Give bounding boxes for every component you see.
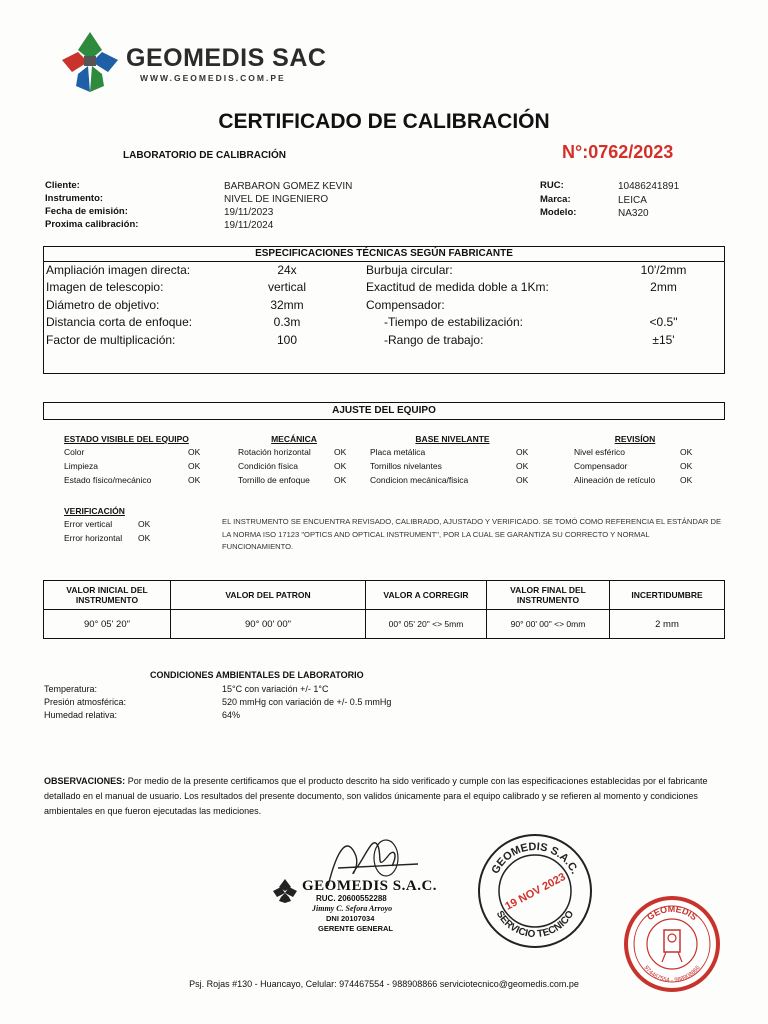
cliente-value: BARBARON GOMEZ KEVIN [224,181,353,192]
specs-header: ESPECIFICACIONES TÉCNICAS SEGÚN FABRICANTE [44,247,724,262]
revision-item-value: OK [680,461,693,471]
revision-item-value: OK [680,447,693,457]
verificacion-item-label: Error vertical [64,519,113,529]
spec-left-value: 100 [276,332,298,347]
valor-corregir-cell: 00° 05' 20" <> 5mm [366,610,487,639]
ruc-label: RUC: [540,180,564,191]
signature-ruc: RUC. 20600552288 [316,894,387,903]
col-valor-corregir-header: VALOR A CORREGIR [366,581,487,610]
mecanica-item [238,461,350,475]
spec-right-label: Burbuja circular: [366,263,453,277]
brand-name: GEOMEDIS SAC [126,44,327,72]
lab-label: LABORATORIO DE CALIBRACIÓN [123,150,286,161]
specs-left-column [46,263,366,350]
spec-right-value: 10'/2mm [640,263,687,277]
spec-left-label: Imagen de telescopio: [46,280,164,295]
stamp-bottom-text: SERVICIO TECNICO [493,908,577,941]
estado-item [64,461,204,475]
spec-right-label: -Rango de trabajo: [384,332,484,347]
revision-item-label: Nivel esférico [574,447,626,457]
red-seal-icon [624,896,720,992]
spec-left-label: Distancia corta de enfoque: [46,315,193,330]
revision-item-label: Compensador [574,461,628,471]
estado-section [64,434,204,489]
service-stamp-icon [476,832,594,950]
verificacion-section [64,506,164,547]
verificacion-title: VERIFICACIÓN [64,506,125,516]
ajuste-statement: EL INSTRUMENTO SE ENCUENTRA REVISADO, CALIBRADO, AJUSTADO Y VERIFICADO. SE TOMÓ COMO REFERENCIA EL ESTÁNDAR DE LA NORMA ISO 17123 "OPTICS AND OPTICAL INSTRUMENT", POR LA CUAL SE GARANTIZA SU CORRECTO Y NORMAL FUNCIONAMIENTO. [222,517,722,551]
service-stamp [476,832,594,950]
spec-left-label: Factor de multiplicación: [46,332,176,347]
base-item [370,447,535,461]
mecanica-item [238,475,350,489]
seal-top-text: GEOMEDIS [644,903,700,923]
base-item-label: Condicion mecánica/fisica [370,475,469,485]
spec-left-row [46,280,366,297]
valor-inicial-cell: 90° 05' 20" [44,610,171,639]
spec-left-value: 32mm [270,297,304,312]
ruc-value: 10486241891 [618,181,680,192]
estado-item-value: OK [188,461,201,471]
emision-value: 19/11/2023 [224,207,274,218]
revision-title: REVISÍON [614,434,656,444]
revision-item [574,447,696,461]
ambient-title: CONDICIONES AMBIENTALES DE LABORATORIO [150,670,364,680]
spec-left-value: 0.3m [273,315,301,330]
ambient-label: Presión atmosférica: [44,697,127,707]
instrumento-label: Instrumento: [45,193,104,204]
spec-right-label: Exactitud de medida doble a 1Km: [366,280,549,295]
cliente-label: Cliente: [45,180,80,191]
base-item-label: Placa metálica [370,447,426,457]
ajuste-header: AJUSTE DEL EQUIPO [332,405,436,416]
company-logo [58,30,122,94]
valor-final-cell: 90° 00' 00" <> 0mm [487,610,610,639]
spec-right-row [366,315,722,332]
spec-left-row [46,298,366,315]
spec-left-row [46,263,366,280]
estado-item-label: Color [64,447,85,457]
estado-item [64,475,204,489]
ambient-row [44,710,544,723]
revision-item-label: Alineación de retículo [574,475,656,485]
revision-item-value: OK [680,475,693,485]
spec-right-row [366,280,722,297]
proxima-value: 19/11/2024 [224,220,274,231]
modelo-label: Modelo: [540,207,577,218]
spec-right-label: Compensador: [366,297,445,312]
signature-role: GERENTE GENERAL [318,924,394,933]
spec-left-value: 24x [277,263,297,277]
modelo-value: NA320 [618,208,649,219]
table-row [44,610,725,639]
mecanica-item-label: Condición física [238,461,299,471]
signature-company: GEOMEDIS S.A.C. [302,878,438,894]
spec-left-label: Ampliación imagen directa: [46,263,191,277]
revision-section [574,434,696,489]
base-item [370,475,535,489]
spec-right-row [366,263,722,280]
values-table [43,580,725,639]
incertidumbre-cell: 2 mm [610,610,725,639]
stamp-top-text: GEOMEDIS S.A.C. [489,840,581,876]
revision-item [574,461,696,475]
mecanica-item-label: Rotación horizontal [238,447,311,457]
ambient-value: 64% [222,710,241,720]
brand-url: WWW.GEOMEDIS.COM.PE [140,73,286,83]
red-seal [624,896,720,992]
seal-bottom-text: 974467554 - 988908866 [642,964,702,984]
mecanica-item-value: OK [334,475,347,485]
verificacion-item [64,533,164,547]
certificate-number: N°:0762/2023 [562,142,674,162]
estado-item-label: Estado físico/mecánico [64,475,152,485]
mecanica-item-label: Tornillo de enfoque [238,475,310,485]
observaciones-text: Por medio de la presente certificamos que el producto descrito ha sido verificado y cumple con las especificaciones establecidas por el fabricante detallado en el manual de usuario. Los resultados del presente documento, son validos únicamente para el equipo calibrado y se refieren al momento y condiciones ambientales en que fueron ejecutadas las mediciones. [44,776,708,816]
mecanica-item [238,447,350,461]
estado-item [64,447,204,461]
instrumento-value: NIVEL DE INGENIERO [224,194,329,205]
spec-right-value: 2mm [650,280,677,295]
col-valor-inicial-header: VALOR INICIAL DEL INSTRUMENTO [44,581,171,610]
marca-label: Marca: [540,194,571,205]
proxima-label: Proxima calibración: [45,219,139,230]
ambient-label: Temperatura: [44,684,98,694]
ambient-row [44,697,544,710]
spec-left-row [46,315,366,332]
estado-item-value: OK [188,447,201,457]
footer-address: Psj. Rojas #130 - Huancayo, Celular: 974467554 - 988908866 serviciotecnico@geomedis.com.pe [189,979,579,989]
observaciones [44,774,724,819]
spec-right-row [366,333,722,350]
spec-left-label: Diámetro de objetivo: [46,297,160,312]
mecanica-title: MECÁNICA [271,434,317,444]
emision-label: Fecha de emisión: [45,206,128,217]
verificacion-item-value: OK [138,519,151,529]
valor-patron-cell: 90° 00' 00" [171,610,366,639]
verificacion-item-value: OK [138,533,151,543]
stamp-date: 19 NOV 2023 [503,870,568,913]
mecanica-section [238,434,350,489]
base-item-value: OK [516,475,529,485]
ambient-value: 520 mmHg con variación de +/- 0.5 mmHg [222,697,392,707]
estado-title: ESTADO VISIBLE DEL EQUIPO [64,434,189,444]
spec-right-label: -Tiempo de estabilización: [384,315,523,330]
revision-item [574,475,696,489]
verificacion-item-label: Error horizontal [64,533,123,543]
geomedis-logo-icon [58,30,122,94]
col-incertidumbre-header: INCERTIDUMBRE [610,581,725,610]
spec-right-value: <0.5" [649,315,678,330]
base-title: BASE NIVELANTE [415,434,490,444]
estado-item-label: Limpieza [64,461,99,471]
signature-dni: DNI 20107034 [326,914,375,923]
mecanica-item-value: OK [334,447,347,457]
ambient-value: 15°C con variación +/- 1°C [222,684,329,694]
ajuste-header-box [43,402,725,420]
base-item-value: OK [516,461,529,471]
estado-item-value: OK [188,475,201,485]
document-title: CERTIFICADO DE CALIBRACIÓN [218,110,550,133]
specs-box [43,246,725,374]
ambient-list [44,684,544,723]
verificacion-item [64,519,164,533]
spec-left-value: vertical [267,280,306,295]
col-valor-final-header: VALOR FINAL DEL INSTRUMENTO [487,581,610,610]
base-nivelante-section [370,434,535,489]
spec-right-row [366,298,722,315]
signature-block [268,826,448,936]
spec-left-row [46,333,366,350]
ambient-row [44,684,544,697]
signature-logo-icon [272,878,298,904]
observaciones-label: OBSERVACIONES: [44,776,126,786]
base-item [370,461,535,475]
col-valor-patron-header: VALOR DEL PATRON [171,581,366,610]
signature-name: Jimmy C. Sefora Arroyo [312,904,393,913]
marca-value: LEICA [618,195,647,206]
base-item-value: OK [516,447,529,457]
mecanica-item-value: OK [334,461,347,471]
spec-right-value: ±15' [652,332,675,347]
specs-right-column [366,263,722,350]
ambient-label: Humedad relativa: [44,710,118,720]
base-item-label: Tornillos nivelantes [370,461,442,471]
